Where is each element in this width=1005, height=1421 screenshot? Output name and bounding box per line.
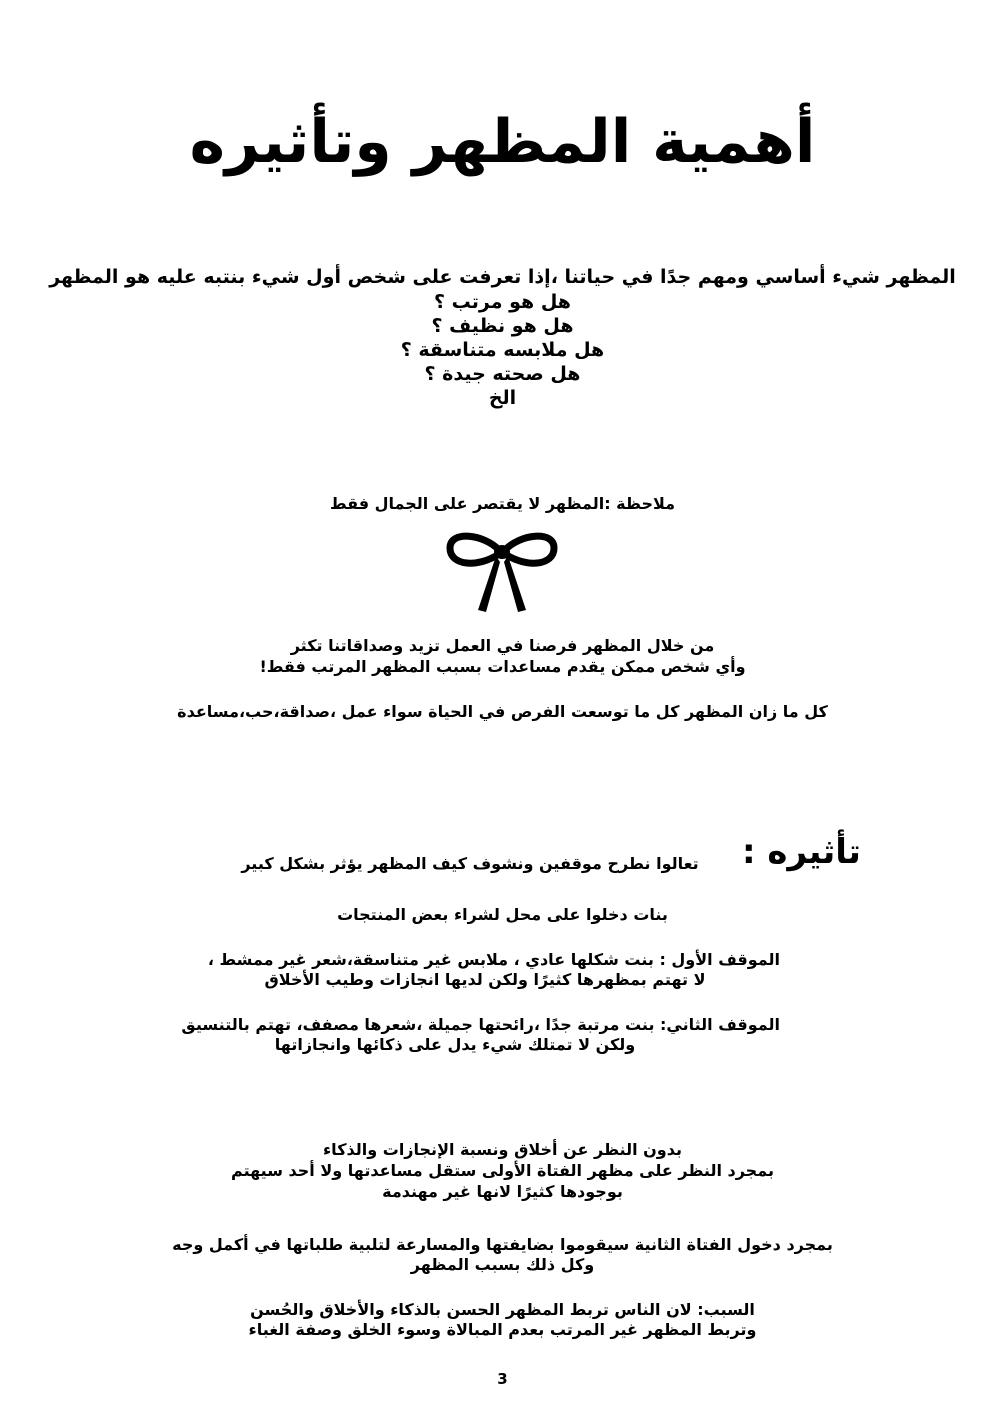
reason-line1: السبب: لان الناس تربط المظهر الحسن بالذكاء والأخلاق والحُسن (250, 1300, 755, 1319)
section-heading: تأثيره : (742, 832, 861, 872)
page-number: 3 (497, 1370, 508, 1388)
note-text: ملاحظة :المظهر لا يقتصر على الجمال فقط (329, 494, 676, 513)
result2-line2: وكل ذلك بسبب المظهر (410, 1255, 595, 1274)
question-3: هل ملابسه متناسقة ؟ (400, 339, 605, 361)
result1-line2: بمجرد النظر على مظهر الفتاة الأولى ستقل مساعدتها ولا أحد سيهتم (231, 1161, 774, 1180)
result1-line1: بدون النظر عن أخلاق ونسبة الإنجازات والذكاء (323, 1140, 682, 1159)
result1-line3: بوجودها كثيرًا لانها غير مهندمة (382, 1182, 623, 1201)
setup-text: بنات دخلوا على محل لشراء بعض المنتجات (337, 905, 668, 924)
reason-line2: وتربط المظهر غير المرتب بعدم المبالاة وسوء الخلق وصفة الغباء (248, 1320, 757, 1339)
case2-line2: ولكن لا تمتلك شيء يدل على ذكائها وانجازاتها (274, 1035, 636, 1054)
result2-line1: بمجرد دخول الفتاة الثانية سيقوموا بضايفتها والمسارعة لتلبية طلباتها في أكمل وجه (172, 1235, 833, 1254)
case1-line1: الموقف الأول : بنت شكلها عادي ، ملابس غير متناسقة،شعر غير ممشط ، (207, 950, 780, 969)
question-1: هل هو مرتب ؟ (434, 291, 571, 313)
para2-line2: وأي شخص ممكن يقدم مساعدات بسبب المظهر المرتب فقط! (259, 657, 746, 676)
etc-text: الخ (488, 387, 517, 409)
question-4: هل صحته جيدة ؟ (424, 363, 581, 385)
case1-line2: لا تهتم بمظهرها كثيرًا ولكن لديها انجازات وطيب الأخلاق (264, 970, 706, 989)
page-title: أهمية المظهر وتأثيره (189, 107, 816, 177)
para2-line1: من خلال المظهر فرصنا في العمل تزيد وصداقاتنا تكثر (290, 636, 715, 655)
intro-line: المظهر شيء أساسي ومهم جدًا في حياتنا ،إذا تعرفت على شخص أول شيء بنتبه عليه هو المظهر (49, 266, 956, 288)
ribbon-bow-icon (444, 528, 560, 616)
question-2: هل هو نظيف ؟ (431, 315, 574, 337)
case2-line1: الموقف الثاني: بنت مرتبة جدًا ،رائحتها جميلة ،شعرها مصفف، تهتم بالتنسيق (181, 1015, 780, 1034)
section-intro: تعالوا نطرح موقفين ونشوف كيف المظهر يؤثر بشكل كبير (241, 854, 699, 873)
para3-text: كل ما زان المظهر كل ما توسعت الفرص في الحياة سواء عمل ،صداقة،حب،مساعدة (177, 702, 828, 721)
